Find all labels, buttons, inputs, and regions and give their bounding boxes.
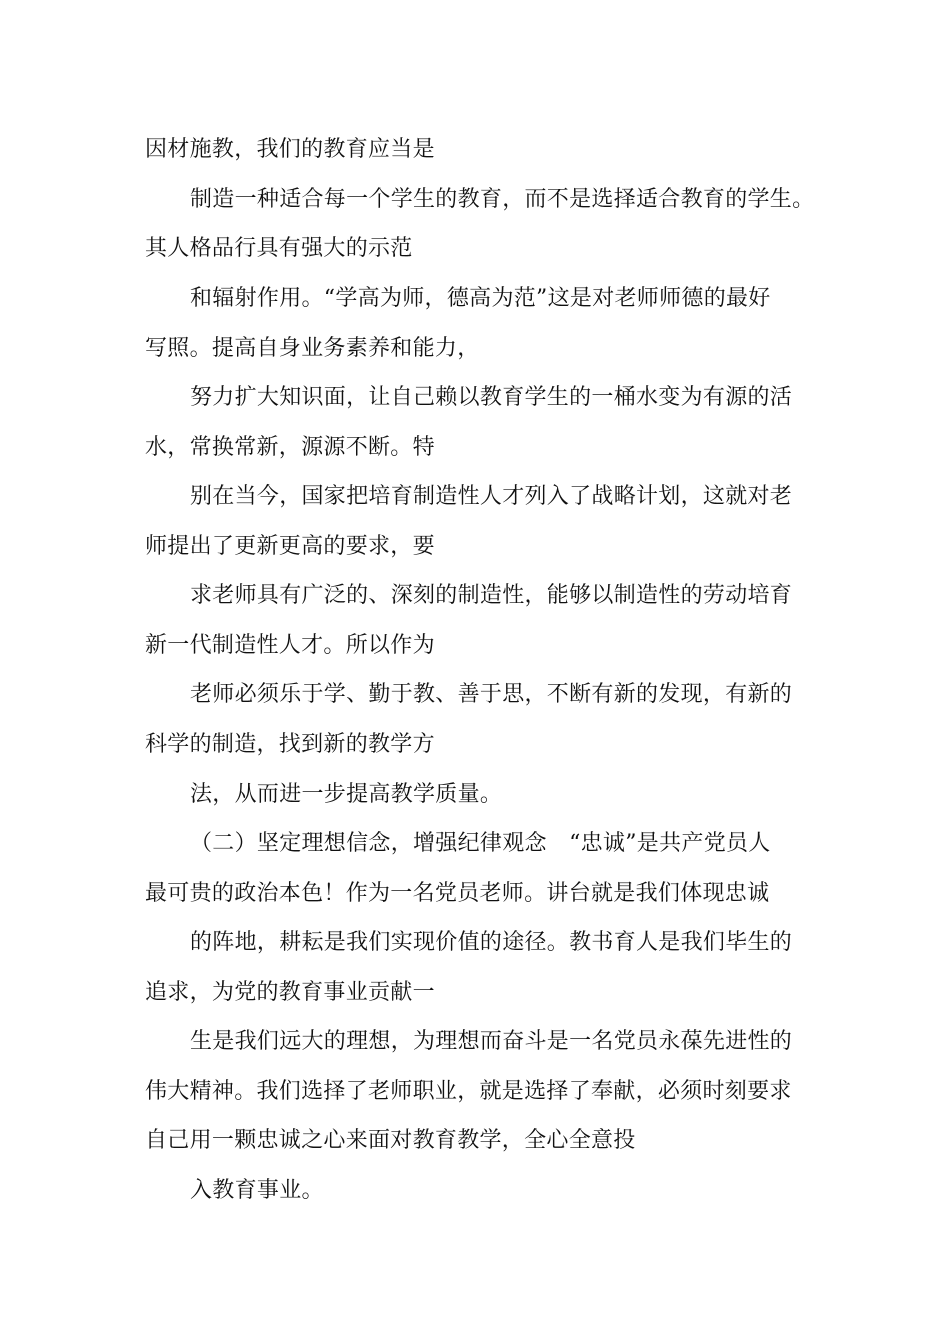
text-line-20: 伟大精神。我们选择了老师职业，就是选择了奉献，必须时刻要求 — [145, 1079, 792, 1104]
text-line-21: 自己用一颗忠诚之心来面对教育教学，全心全意投 — [145, 1128, 636, 1153]
text-line-11: 新一代制造性人才。所以作为 — [145, 633, 435, 658]
text-line-3: 其人格品行具有强大的示范 — [145, 236, 413, 261]
text-line-16: 最可贵的政治本色！作为一名党员老师。讲台就是我们体现忠诚 — [145, 881, 770, 906]
text-line-1: 因材施教，我们的教育应当是 — [145, 137, 435, 162]
text-line-10: 求老师具有广泛的、深刻的制造性，能够以制造性的劳动培育 — [190, 583, 793, 608]
text-line-12: 老师必须乐于学、勤于教、善于思，不断有新的发现，有新的 — [190, 682, 793, 707]
text-line-14: 法，从而进一步提高教学质量。 — [190, 782, 503, 807]
text-line-5: 写照。提高自身业务素养和能力， — [145, 336, 480, 361]
text-line-2: 制造一种适合每一个学生的教育，而不是选择适合教育的学生。 — [190, 187, 815, 212]
text-line-7: 水，常换常新，源源不断。特 — [145, 435, 435, 460]
text-line-6: 努力扩大知识面，让自己赖以教育学生的一桶水变为有源的活 — [190, 385, 793, 410]
text-line-15: （二）坚定理想信念，增强纪律观念 “忠诚”是共产党员人 — [190, 831, 771, 856]
text-line-8: 别在当今，国家把培育制造性人才列入了战略计划，这就对老 — [190, 484, 793, 509]
text-line-22: 入教育事业。 — [190, 1178, 324, 1203]
text-line-4: 和辐射作用。“学高为师，德高为范”这是对老师师德的最好 — [190, 286, 771, 311]
text-line-9: 师提出了更新更高的要求，要 — [145, 534, 435, 559]
text-line-19: 生是我们远大的理想，为理想而奋斗是一名党员永葆先进性的 — [190, 1029, 793, 1054]
text-line-17: 的阵地，耕耘是我们实现价值的途径。教书育人是我们毕生的 — [190, 930, 793, 955]
text-line-18: 追求，为党的教育事业贡献一 — [145, 980, 435, 1005]
text-line-13: 科学的制造，找到新的教学方 — [145, 732, 435, 757]
